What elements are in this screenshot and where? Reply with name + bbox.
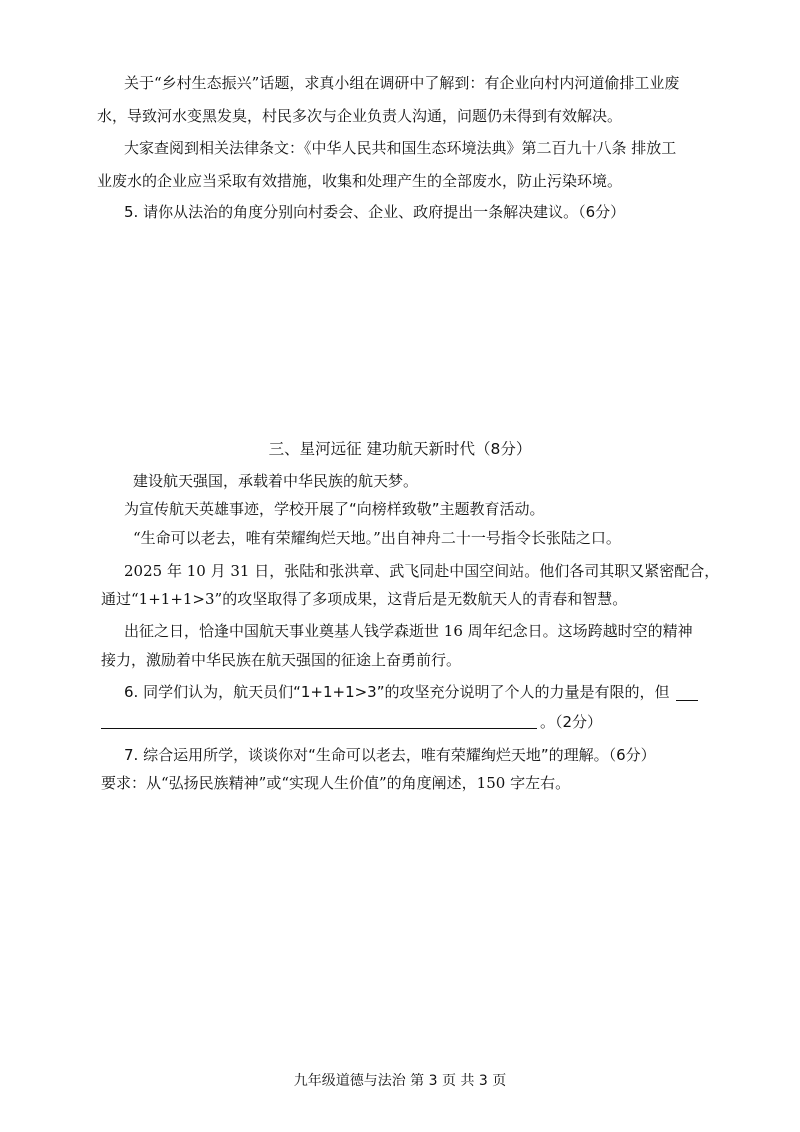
page-footer: 九年级道德与法治 第 3 页 共 3 页 [293,1073,507,1089]
paragraph-line: “生命可以老去，唯有荣耀绚烂天地。”出自神舟二十一号指令长张陆之口。 [133,529,621,547]
paragraph-line: 关于“乡村生态振兴”话题，求真小组在调研中了解到：有企业向村内河道偷排工业废 [124,74,680,92]
paragraph-line: 出征之日，恰逢中国航天事业奠基人钱学森逝世 16 周年纪念日。这场跨越时空的精神 [124,622,693,640]
paragraph-line: 为宣传航天英雄事迹，学校开展了“向榜样致敬”主题教育活动。 [124,500,545,518]
question-6: 6. 同学们认为，航天员们“1+1+1>3”的攻坚充分说明了个人的力量是有限的，但 [124,683,670,701]
question-5: 5. 请你从法治的角度分别向村委会、企业、政府提出一条解决建议。（6分） [124,203,626,221]
question-7-requirement: 要求：从“弘扬民族精神”或“实现人生价值”的角度阐述，150 字左右。 [101,774,571,792]
paragraph-line: 通过“1+1+1>3”的攻坚取得了多项成果，这背后是无数航天人的青春和智慧。 [101,590,628,608]
paragraph-line: 接力，激励着中华民族在航天强国的征途上奋勇前行。 [101,651,462,669]
paragraph-line: 水，导致河水变黑发臭，村民多次与企业负责人沟通，问题仍未得到有效解决。 [97,107,623,125]
question-7: 7. 综合运用所学，谈谈你对“生命可以老去，唯有荣耀绚烂天地”的理解。（6分） [124,746,656,764]
answer-blank[interactable] [676,700,698,701]
paragraph-line: 业废水的企业应当采取有效措施，收集和处理产生的全部废水，防止污染环境。 [97,172,623,190]
paragraph-line: 建设航天强国，承载着中华民族的航天梦。 [133,472,419,490]
answer-blank[interactable] [101,728,537,729]
section-title: 三、星河远征 建功航天新时代（8分） [268,440,532,458]
question-6-score: 。（2分） [540,713,603,731]
paragraph-line: 大家查阅到相关法律条文：《中华人民共和国生态环境法典》第二百九十八条 排放工 [124,139,677,157]
paragraph-line: 2025 年 10 月 31 日，张陆和张洪章、武飞同赴中国空间站。他们各司其职又紧密配合， [124,562,720,580]
